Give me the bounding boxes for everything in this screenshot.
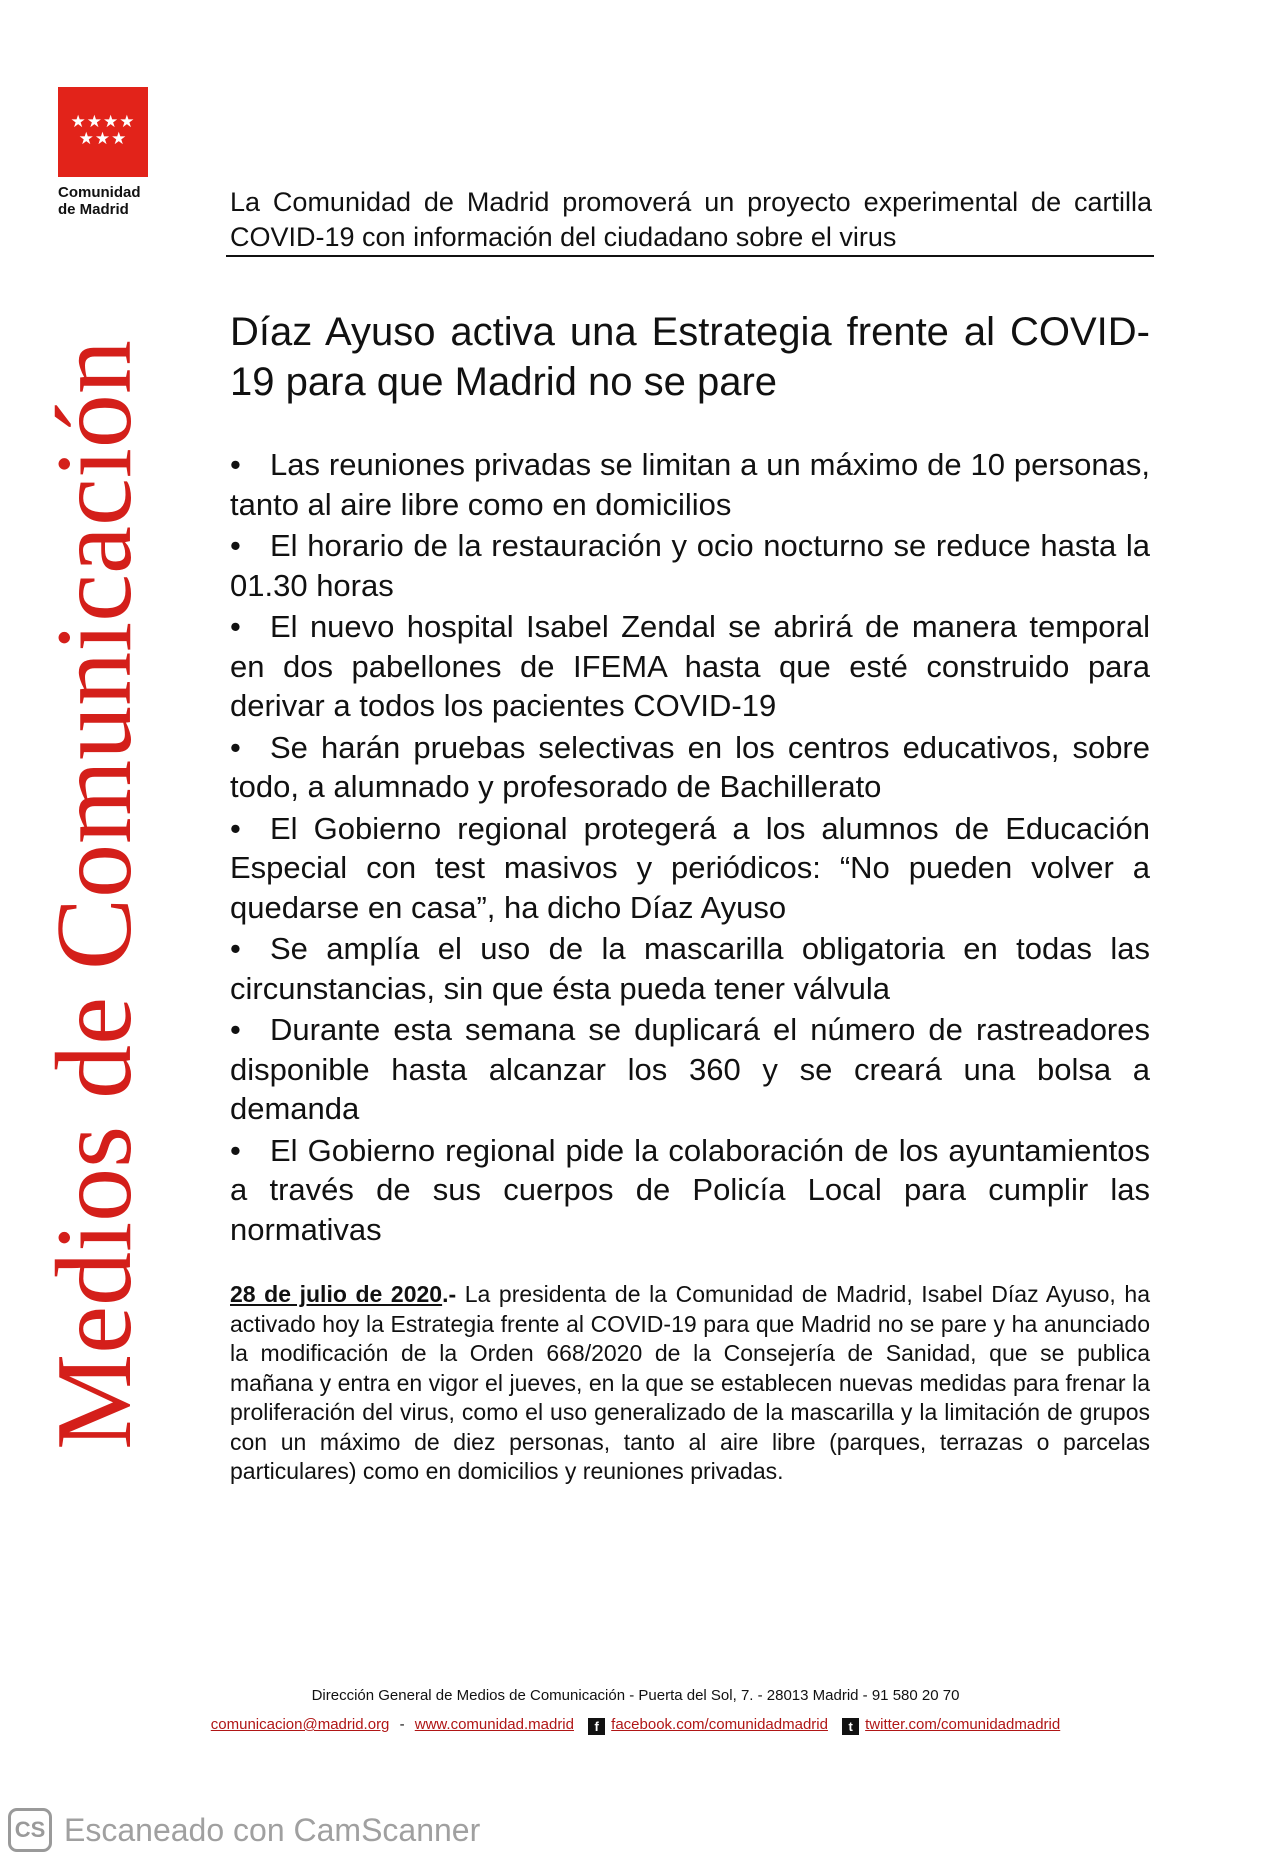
bullet-icon: • — [230, 1012, 241, 1047]
camscanner-icon: CS — [8, 1808, 52, 1852]
bullet-icon: • — [230, 447, 241, 482]
bullet-text: Se harán pruebas selectivas en los centros educativos, sobre todo, a alumnado y profesorado de Bachillerato — [230, 729, 1150, 804]
footer-links — [0, 1716, 1271, 1735]
bullet-icon: • — [230, 1132, 241, 1168]
bullet-icon: • — [230, 609, 241, 644]
bullet-item — [230, 607, 1150, 726]
bullet-icon: • — [230, 931, 241, 966]
header-divider — [226, 255, 1154, 257]
bullet-text: El nuevo hospital Isabel Zendal se abrirá de manera temporal en dos pabellones de IFEMA hasta que esté construido para derivar a todos los pacientes COVID-19 — [230, 609, 1150, 723]
bullet-text: Durante esta semana se duplicará el número de rastreadores disponible hasta alcanzar los 360 y se creará una bolsa a demanda — [230, 1012, 1150, 1126]
camscanner-watermark — [8, 1805, 480, 1855]
bullet-item — [230, 526, 1150, 605]
logo-caption-line2: de Madrid — [58, 201, 129, 218]
footer-separator: - — [399, 1716, 405, 1733]
facebook-icon: f — [588, 1718, 605, 1735]
website-link[interactable]: www.comunidad.madrid — [414, 1716, 574, 1733]
bullet-text: Se amplía el uso de la mascarilla obligatoria en todas las circunstancias, sin que ésta pueda tener válvula — [230, 931, 1150, 1006]
subheader: La Comunidad de Madrid promoverá un proyecto experimental de cartilla COVID-19 con información del ciudadano sobre el virus — [230, 187, 1152, 252]
footer-address: Dirección General de Medios de Comunicación - Puerta del Sol, 7. - 28013 Madrid - 91 580 20 70 — [311, 1687, 960, 1704]
bullet-text: El horario de la restauración y ocio nocturno se reduce hasta la 01.30 horas — [230, 528, 1150, 603]
bullet-icon: • — [230, 528, 241, 563]
bullet-icon: • — [230, 810, 241, 846]
side-title: Medios de Comunicación — [35, 340, 154, 1450]
bullet-item — [230, 728, 1150, 807]
side-title-container — [35, 260, 154, 1530]
facebook-link[interactable]: facebook.com/comunidadmadrid — [611, 1716, 828, 1733]
comunidad-madrid-logo — [58, 87, 148, 177]
twitter-icon: t — [842, 1718, 859, 1735]
logo-caption-line1: Comunidad — [58, 184, 141, 201]
date-suffix: .- — [442, 1281, 465, 1307]
twitter-link[interactable]: twitter.com/comunidadmadrid — [865, 1716, 1061, 1733]
headline: Díaz Ayuso activa una Estrategia frente al COVID-19 para que Madrid no se pare — [230, 310, 1150, 404]
bullet-item — [230, 445, 1150, 524]
bullet-item — [230, 1131, 1150, 1250]
bullet-text: El Gobierno regional protegerá a los alumnos de Educación Especial con test masivos y periódicos: “No pueden volver a quedarse en casa”, ha dicho Díaz Ayuso — [230, 810, 1150, 925]
body-text: La presidenta de la Comunidad de Madrid, Isabel Díaz Ayuso, ha activado hoy la Estrategia frente al COVID-19 para que Madrid no se pare y ha anunciado la modificación de la Orden 668/2020 de la Consejería de Sanidad, que se publica mañana y entra en vigor el jueves, en la que se establecen nuevas medidas para frenar la proliferación del virus, como el uso generalizado de la mascarilla y la limitación de grupos con un máximo de diez personas, tanto al aire libre (parques, terrazas o parcelas particulares) como en domicilios y reuniones privadas. — [230, 1281, 1150, 1484]
bullet-text: El Gobierno regional pide la colaboración de los ayuntamientos a través de sus cuerpos de Policía Local para cumplir las normativas — [230, 1132, 1150, 1247]
bullet-text: Las reuniones privadas se limitan a un máximo de 10 personas, tanto al aire libre como en domicilios — [230, 447, 1150, 522]
bullet-item — [230, 809, 1150, 928]
bullet-item — [230, 929, 1150, 1008]
release-date: 28 de julio de 2020 — [230, 1281, 443, 1307]
bullet-icon: • — [230, 729, 241, 765]
logo-stars-icon: ★★★★ ★★★ — [70, 112, 136, 148]
bullet-item — [230, 1010, 1150, 1129]
bullet-list — [230, 445, 1150, 1251]
body-paragraph — [230, 1280, 1150, 1487]
camscanner-label: Escaneado con CamScanner — [64, 1811, 481, 1848]
logo-caption — [58, 184, 158, 218]
email-link[interactable]: comunicacion@madrid.org — [210, 1716, 390, 1733]
